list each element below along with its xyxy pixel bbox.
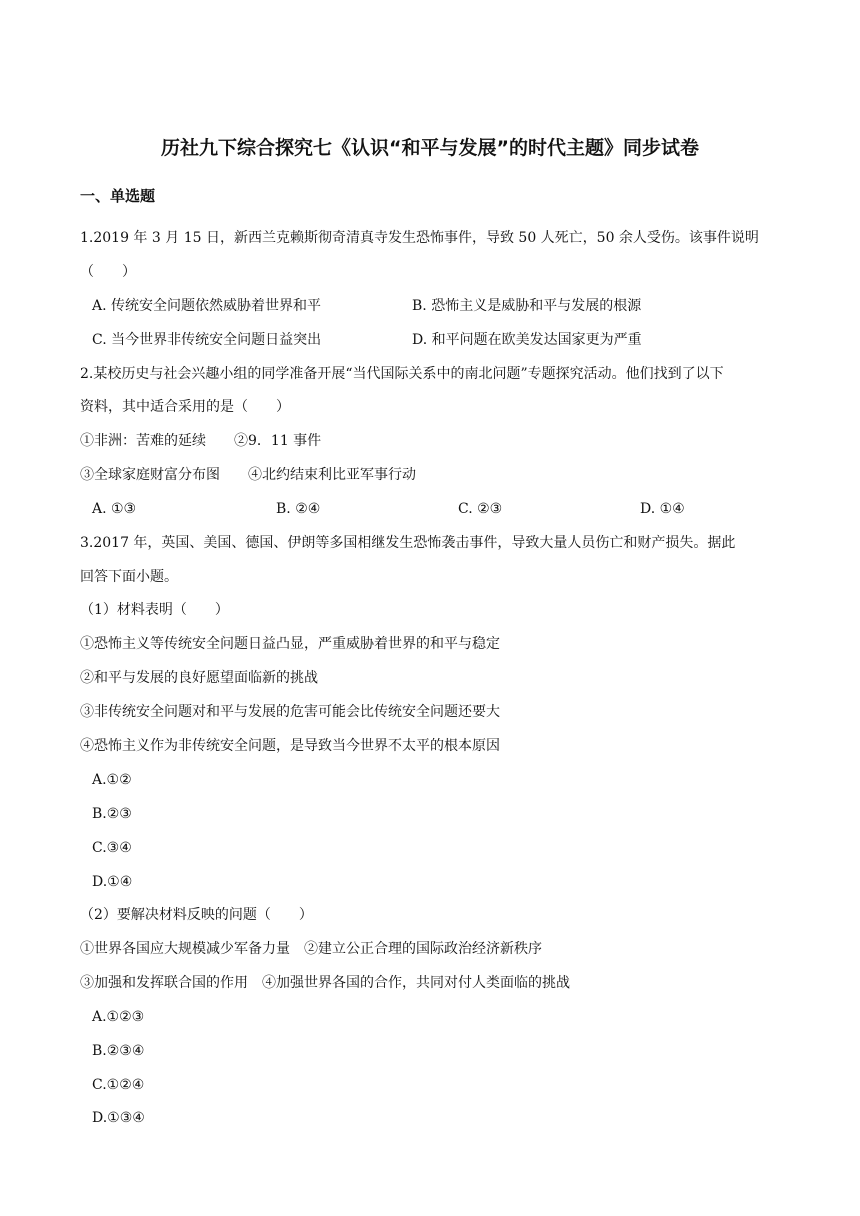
section-heading: 一、单选题 <box>80 187 156 205</box>
question-1-option-a: A. 传统安全问题依然威胁着世界和平 <box>92 298 322 314</box>
question-3-sub-2-option-a: A.①②③ <box>92 1009 145 1025</box>
question-2-items-row-2: ③全球家庭财富分布图 ④北约结束利比亚军事行动 <box>80 467 416 483</box>
question-3-sub-2-option-c: C.①②④ <box>92 1077 145 1093</box>
question-2-option-d: D. ①④ <box>640 501 685 517</box>
question-1-stem: 1.2019 年 3 月 15 日，新西兰克赖斯彻奇清真寺发生恐怖事件，导致 50 人死亡，50 余人受伤。该事件说明 <box>80 230 759 246</box>
question-1-option-b: B. 恐怖主义是威胁和平与发展的根源 <box>412 298 642 314</box>
question-1-option-c: C. 当今世界非传统安全问题日益突出 <box>92 332 322 348</box>
question-3-sub-2-option-b: B.②③④ <box>92 1043 145 1059</box>
question-3-sub-1-option-a: A.①② <box>92 772 132 788</box>
question-2-stem-cont: 资料，其中适合采用的是（ ） <box>80 399 290 415</box>
question-3-sub-2-items-row-2: ③加强和发挥联合国的作用 ④加强世界各国的合作，共同对付人类面临的挑战 <box>80 975 570 991</box>
question-3-stem: 3.2017 年，英国、美国、德国、伊朗等多国相继发生恐怖袭击事件，导致大量人员伤亡和财产损失。据此 <box>80 535 736 551</box>
question-2-option-b: B. ②④ <box>276 501 321 517</box>
question-1-option-d: D. 和平问题在欧美发达国家更为严重 <box>412 332 642 348</box>
question-3-sub-1-option-b: B.②③ <box>92 806 132 822</box>
question-1-answer-blank: （ ） <box>80 264 136 280</box>
question-3-sub-1-item: ①恐怖主义等传统安全问题日益凸显，严重威胁着世界的和平与稳定 <box>80 636 500 652</box>
question-3-sub-1-item: ②和平与发展的良好愿望面临新的挑战 <box>80 670 318 686</box>
question-3-sub-1-option-d: D.①④ <box>92 874 133 890</box>
question-3-sub-1-option-c: C.③④ <box>92 840 132 856</box>
question-3-sub-1-item: ③非传统安全问题对和平与发展的危害可能会比传统安全问题还要大 <box>80 704 500 720</box>
question-2-items-row-1: ①非洲：苦难的延续 ②9．11 事件 <box>80 433 322 449</box>
question-3-stem-cont: 回答下面小题。 <box>80 569 178 585</box>
question-2-stem: 2.某校历史与社会兴趣小组的同学准备开展“当代国际关系中的南北问题”专题探究活动。他们找到了以下 <box>80 366 724 382</box>
question-3-sub-2-items-row-1: ①世界各国应大规模减少军备力量 ②建立公正合理的国际政治经济新秩序 <box>80 941 542 957</box>
question-3-sub-1-item: ④恐怖主义作为非传统安全问题，是导致当今世界不太平的根本原因 <box>80 738 500 754</box>
question-3-sub-1-stem: （1）材料表明（ ） <box>80 602 229 618</box>
question-3-sub-2-stem: （2）要解决材料反映的问题（ ） <box>80 907 313 923</box>
page-title: 历社九下综合探究七《认识“和平与发展”的时代主题》同步试卷 <box>161 137 699 159</box>
question-2-option-c: C. ②③ <box>458 501 503 517</box>
question-3-sub-2-option-d: D.①③④ <box>92 1110 145 1126</box>
question-2-option-a: A. ①③ <box>92 501 137 517</box>
